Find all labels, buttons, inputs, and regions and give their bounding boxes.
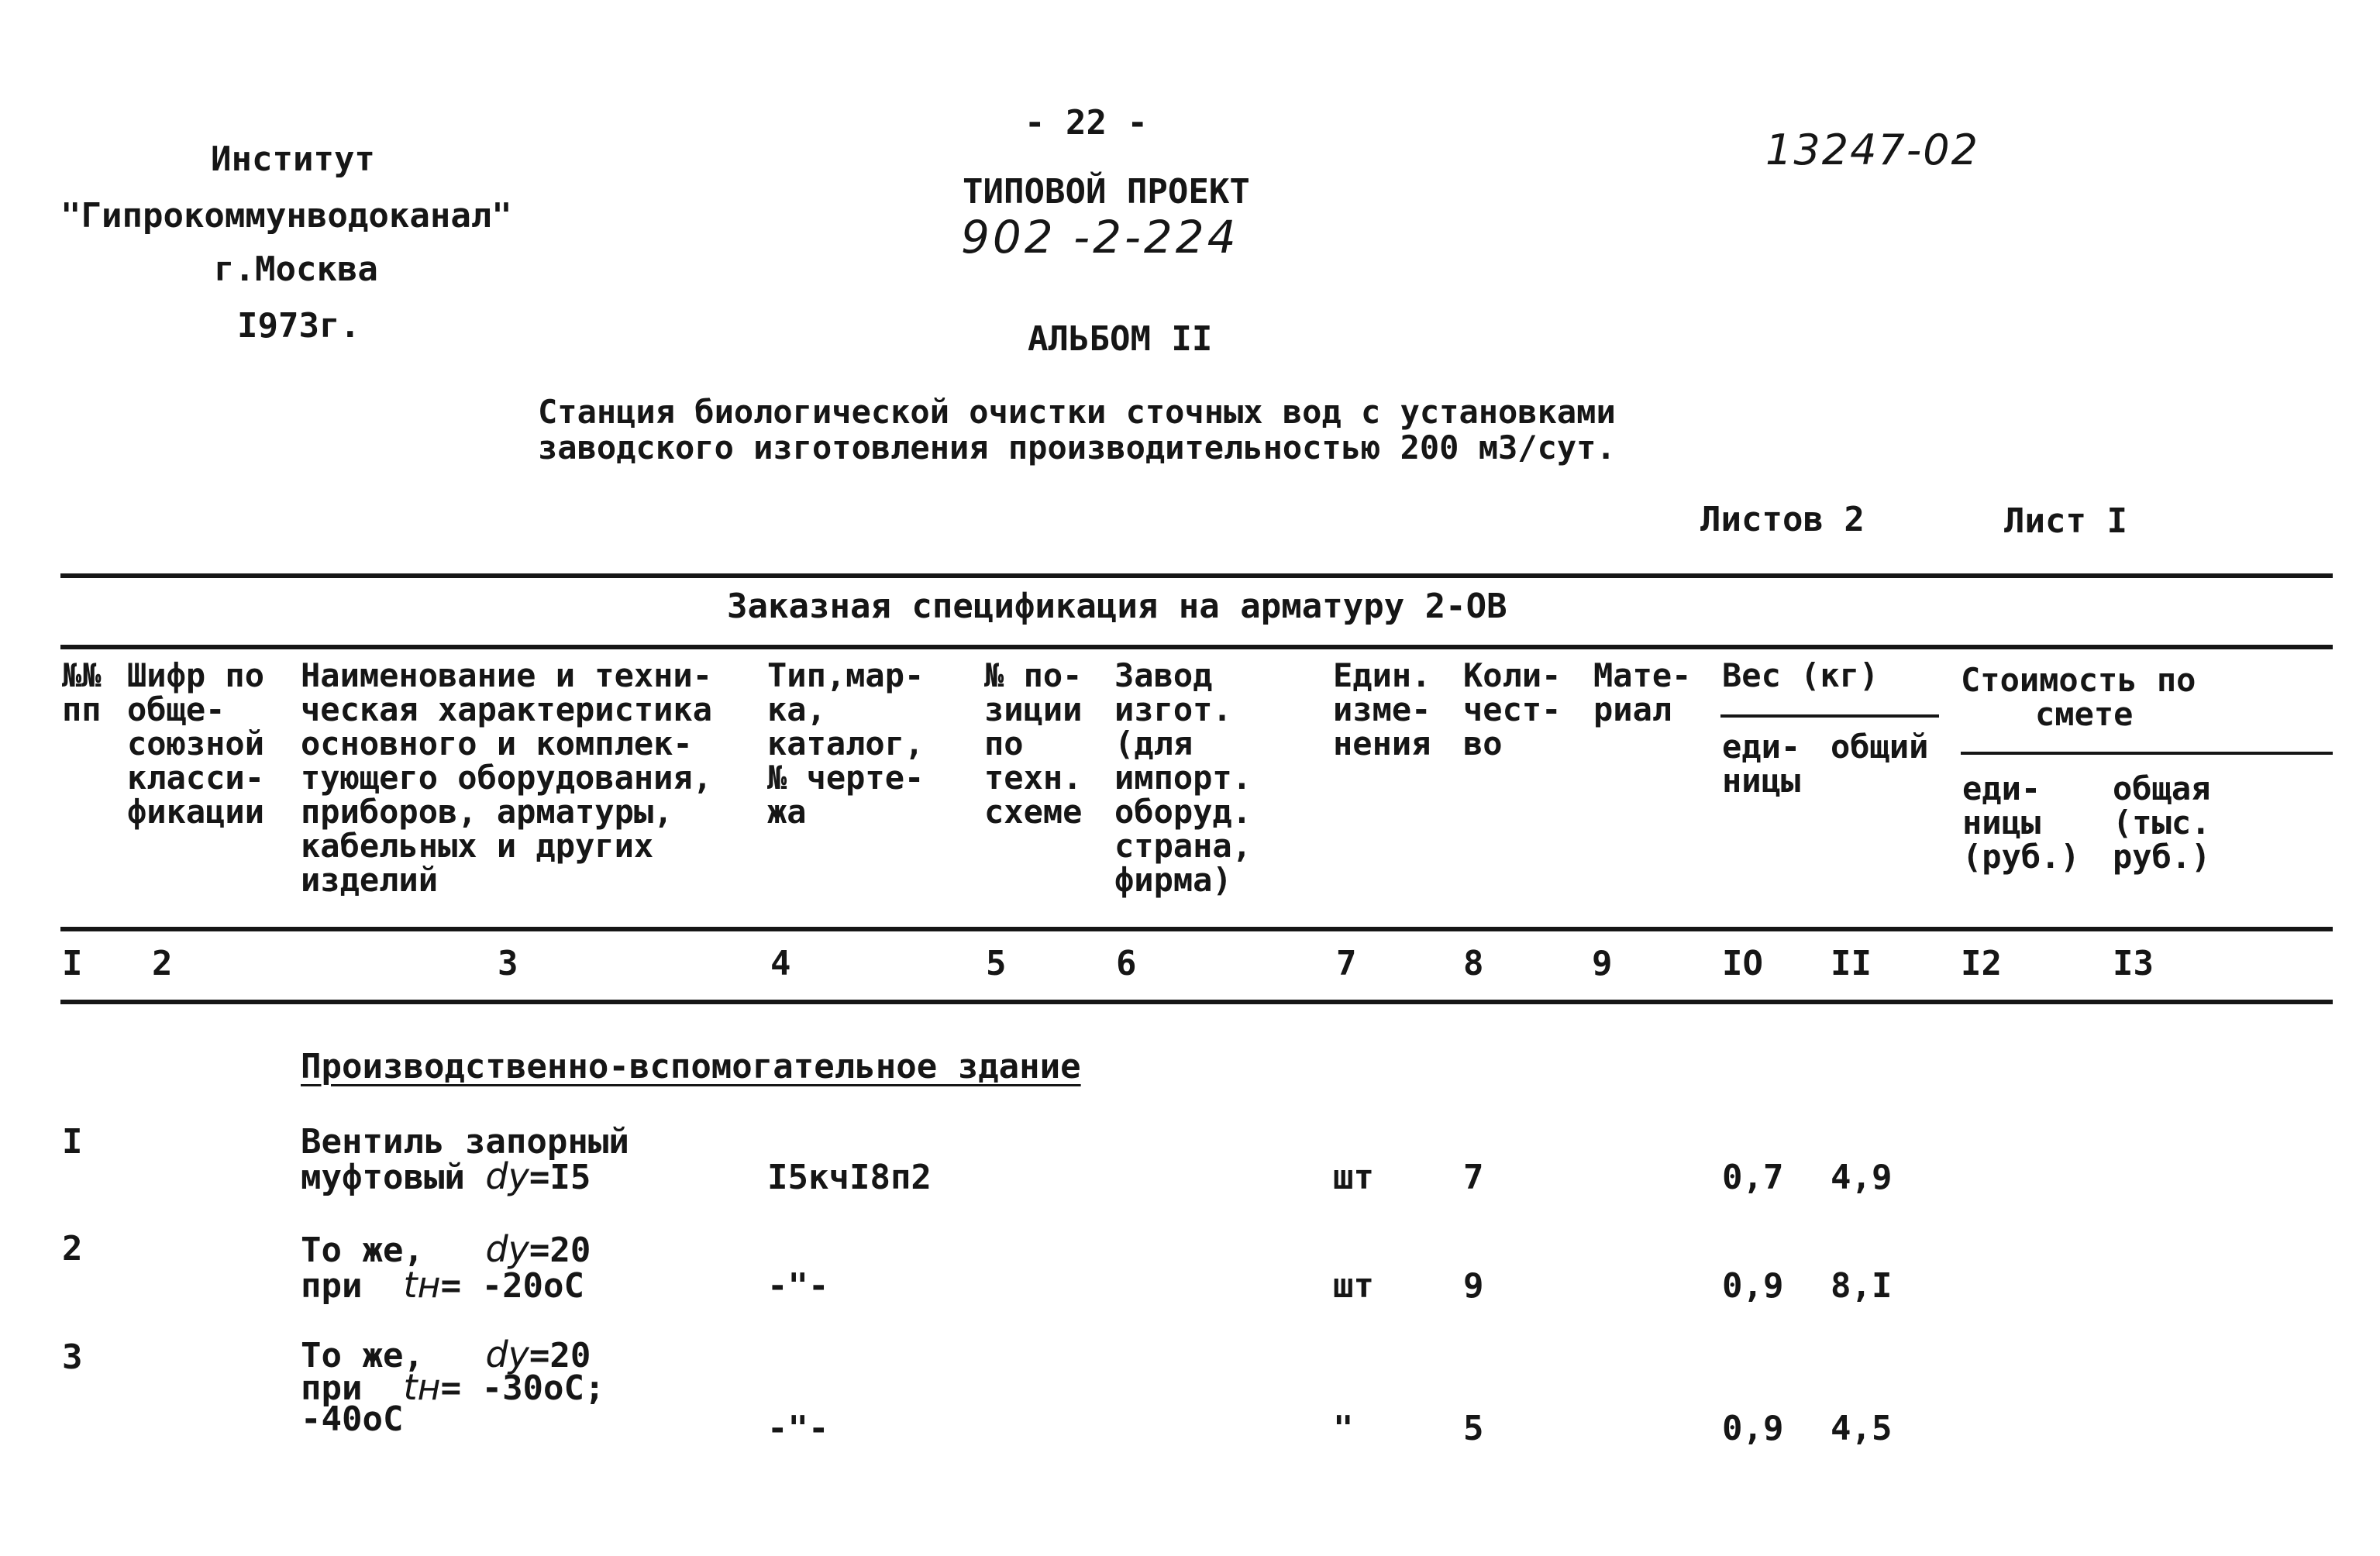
project-number: 902 -2-224 <box>961 211 1239 263</box>
title-line-2: заводского изготовления производительностью 200 м3/сут. <box>538 429 1616 466</box>
col-9-header: Мате- риал <box>1593 656 1692 728</box>
sheet-current: Лист I <box>2004 501 2127 541</box>
column-number: IO <box>1722 944 1763 983</box>
column-number: 6 <box>1116 944 1137 983</box>
table-top-rule <box>60 573 2333 578</box>
document-code: 13247-02 <box>1765 126 1979 174</box>
item-weight-unit: 0,9 <box>1722 1266 1784 1306</box>
weight-group-header: Вес (кг) <box>1722 656 1879 694</box>
title-line-1: Станция биологической очистки сточных вод с установками <box>538 393 1616 431</box>
column-number: 8 <box>1463 944 1484 983</box>
item-type: I5кчI8п2 <box>767 1158 932 1197</box>
item-type: -"- <box>767 1409 829 1448</box>
col-3-header: Наименование и техни- ческая характеристика основного и комплек- тующего оборудования, приборов, арматуры, кабельных и других изделий <box>301 656 713 899</box>
column-number: I2 <box>1961 944 2002 983</box>
col-2-header: Шифр по обще- союзной класси- фикации <box>127 656 265 831</box>
item-name: То же, dy=20 при tн= -20оС <box>301 1228 591 1306</box>
column-number: 3 <box>498 944 518 983</box>
column-number: 4 <box>770 944 791 983</box>
col-7-header: Един. изме- нения <box>1333 656 1431 763</box>
row-number: I <box>62 1122 83 1162</box>
section-title: Производственно-вспомогательное здание <box>301 1047 1081 1086</box>
col-5-header: № по- зиции по техн. схеме <box>984 656 1083 831</box>
item-unit: " <box>1333 1409 1354 1448</box>
item-unit: шт <box>1333 1266 1374 1306</box>
row-number: 3 <box>62 1337 83 1377</box>
title-bottom-rule <box>60 645 2333 649</box>
column-number: I3 <box>2113 944 2154 983</box>
item-unit: шт <box>1333 1158 1374 1197</box>
item-name: То же, dy=20 при tн= -30оС; -40оС <box>301 1334 605 1439</box>
institute-city: г.Москва <box>214 250 378 289</box>
col-10-header: еди- ницы <box>1722 728 1801 800</box>
institute-year: I973г. <box>237 306 360 346</box>
item-type: -"- <box>767 1266 829 1306</box>
item-qty: 5 <box>1463 1409 1484 1448</box>
dy-symbol: dy <box>485 1334 529 1375</box>
col-8-header: Коли- чест- во <box>1463 656 1562 763</box>
project-label: ТИПОВОЙ ПРОЕКТ <box>963 172 1250 212</box>
column-number: 5 <box>986 944 1007 983</box>
cost-group-header: Стоимость по смете <box>1961 661 2196 733</box>
item-name: Вентиль запорный муфтовый dy=I5 <box>301 1122 629 1197</box>
column-number: 9 <box>1592 944 1613 983</box>
tn-symbol: tн <box>403 1264 441 1306</box>
item-weight-unit: 0,7 <box>1722 1158 1784 1197</box>
item-weight-total: 4,5 <box>1831 1409 1893 1448</box>
col-13-header: общая (тыс. руб.) <box>2113 769 2211 876</box>
page-number: - 22 - <box>1025 103 1148 143</box>
dy-symbol: dy <box>485 1155 529 1197</box>
cost-subheader-rule <box>1961 752 2333 755</box>
column-number: II <box>1831 944 1872 983</box>
dy-symbol: dy <box>485 1228 529 1270</box>
header-bottom-rule <box>60 927 2333 931</box>
col-11-header: общий <box>1831 728 1929 766</box>
sheets-total: Листов 2 <box>1700 500 1865 539</box>
col-1-header: №№ пп <box>62 656 102 728</box>
column-number: 2 <box>152 944 173 983</box>
institute-line: Институт <box>211 139 375 179</box>
spec-title: Заказная спецификация на арматуру 2-ОВ <box>727 587 1507 626</box>
institute-name: "Гипрокоммунводоканал" <box>60 196 512 236</box>
item-weight-unit: 0,9 <box>1722 1409 1784 1448</box>
col-6-header: Завод изгот. (для импорт. оборуд. страна, фирма) <box>1114 656 1252 899</box>
item-weight-total: 4,9 <box>1831 1158 1893 1197</box>
column-number: I <box>62 944 83 983</box>
column-numbers-bottom-rule <box>60 1000 2333 1004</box>
row-number: 2 <box>62 1229 83 1269</box>
album-label: АЛЬБОМ II <box>1028 319 1213 359</box>
item-weight-total: 8,I <box>1831 1266 1893 1306</box>
item-qty: 7 <box>1463 1158 1484 1197</box>
item-qty: 9 <box>1463 1266 1484 1306</box>
column-number: 7 <box>1336 944 1357 983</box>
col-12-header: еди- ницы (руб.) <box>1962 769 2080 876</box>
tn-symbol: tн <box>403 1366 441 1408</box>
weight-subheader-rule <box>1720 714 1939 718</box>
col-4-header: Тип,мар- ка, каталог, № черте- жа <box>767 656 925 831</box>
